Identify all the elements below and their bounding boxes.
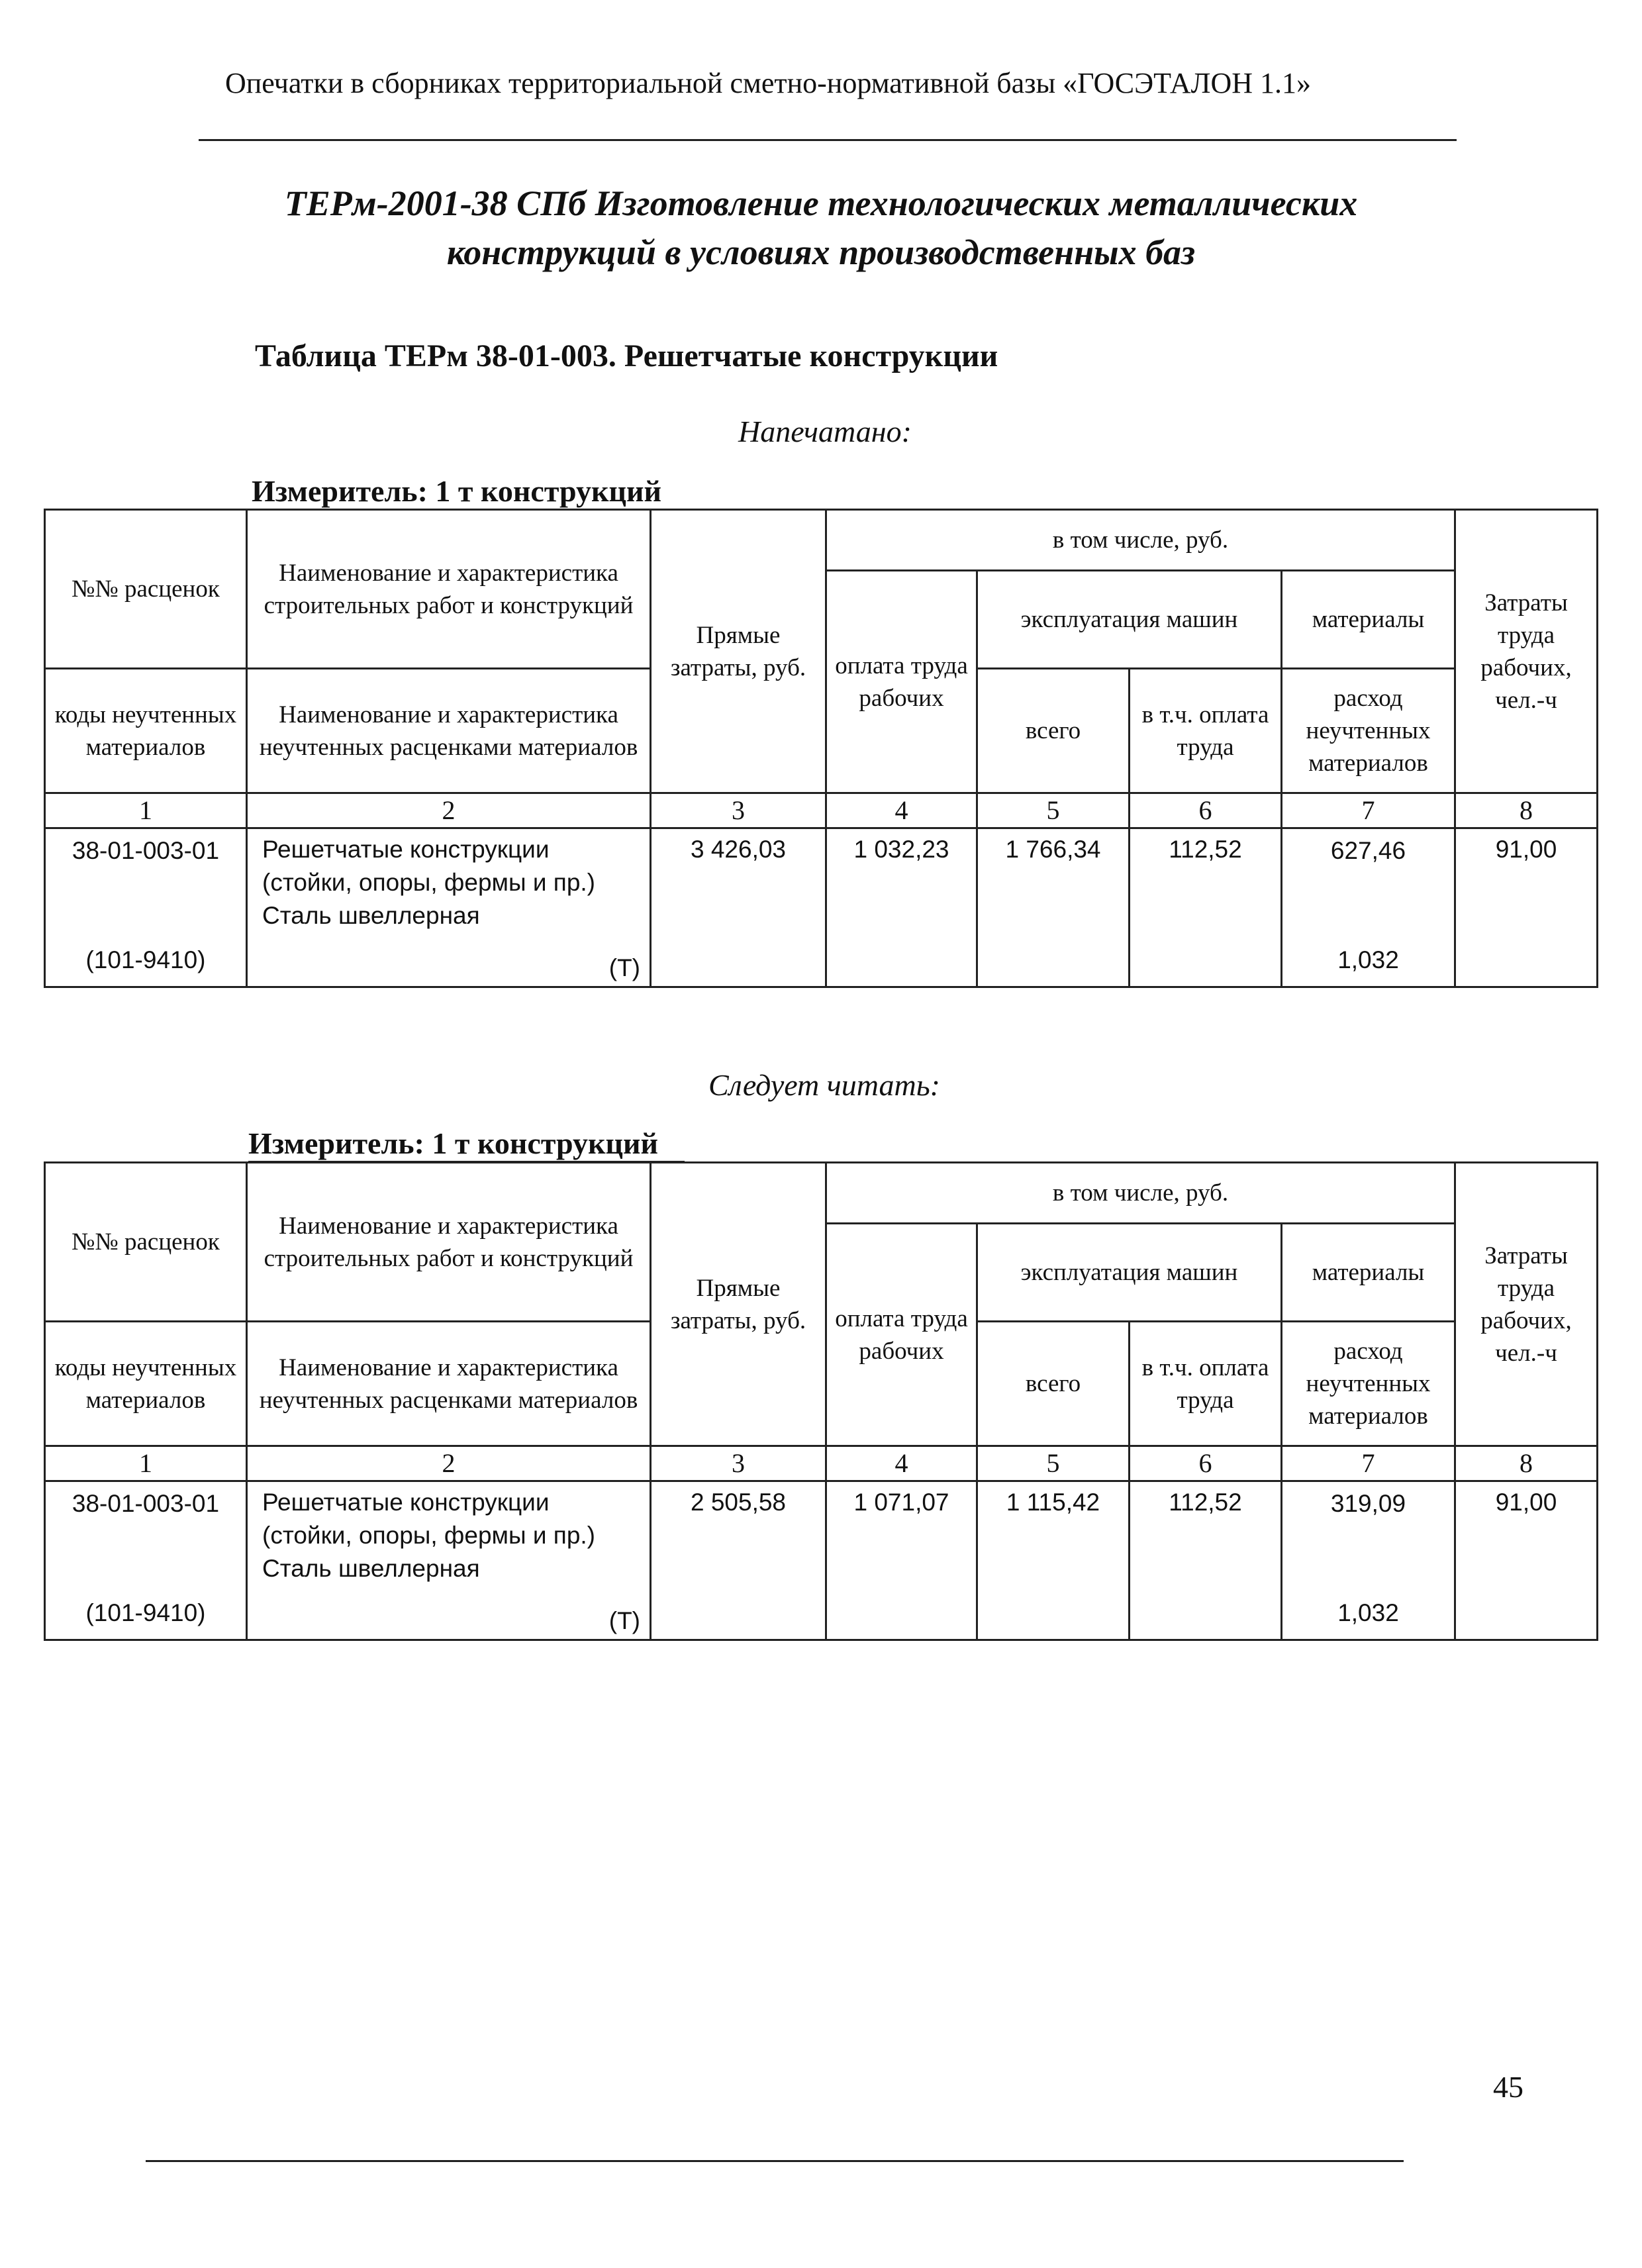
col-consumption: расход неучтенных материалов xyxy=(1282,1322,1455,1446)
rate-table-printed xyxy=(44,509,1598,988)
meter-label: Измеритель: 1 т конструкций xyxy=(252,473,688,511)
labor-pay-value: 1 071,07 xyxy=(826,1481,977,1640)
col-number: 4 xyxy=(826,1446,977,1481)
col-number: 2 xyxy=(247,793,651,828)
materials-cell xyxy=(1282,1481,1455,1640)
col-material-codes: коды неучтенных материалов xyxy=(45,1322,247,1446)
rate-name-cell xyxy=(247,828,651,987)
machines-labor-value: 112,52 xyxy=(1130,828,1282,987)
col-labor-pay: оплата труда рабочих xyxy=(826,1224,977,1446)
col-material-name: Наименование и характеристика неучтенных расценками материалов xyxy=(247,1322,651,1446)
rate-name: Решетчатые конструкции (стойки, опоры, фермы и пр.) xyxy=(262,836,596,896)
col-number: 6 xyxy=(1130,793,1282,828)
machines-labor-value: 112,52 xyxy=(1130,1481,1282,1640)
title-line-1: ТЕРм-2001-38 СПб Изготовление технологических металлических xyxy=(284,183,1358,223)
corrected-caption: Следует читать: xyxy=(708,1068,940,1102)
material-unit: (Т) xyxy=(608,1607,640,1634)
page-number: 45 xyxy=(1493,2070,1523,2104)
col-number: 7 xyxy=(1282,1446,1455,1481)
rate-name-cell xyxy=(247,1481,651,1640)
rate-table-corrected xyxy=(44,1161,1598,1641)
col-material-codes: коды неучтенных материалов xyxy=(45,669,247,793)
col-machines-labor: в т.ч. оплата труда xyxy=(1130,669,1282,793)
col-number: 8 xyxy=(1455,793,1598,828)
rate-code-cell xyxy=(45,1481,247,1640)
col-work-name: Наименование и характеристика строительных работ и конструкций xyxy=(247,1163,651,1322)
col-direct-costs: Прямые затраты, руб. xyxy=(651,1163,826,1446)
col-number: 8 xyxy=(1455,1446,1598,1481)
direct-costs-value: 2 505,58 xyxy=(651,1481,826,1640)
table-row xyxy=(45,828,1598,987)
labor-hours-value: 91,00 xyxy=(1455,828,1598,987)
col-machine-ops: эксплуатация машин xyxy=(977,571,1282,669)
labor-hours-value: 91,00 xyxy=(1455,1481,1598,1640)
col-number: 6 xyxy=(1130,1446,1282,1481)
col-materials: материалы xyxy=(1282,571,1455,669)
col-number: 2 xyxy=(247,1446,651,1481)
header-rule xyxy=(199,139,1457,141)
col-labor-costs: Затраты труда рабочих, чел.-ч xyxy=(1455,1163,1598,1446)
document-title xyxy=(79,179,1563,277)
material-unit: (Т) xyxy=(608,954,640,981)
col-machines-total: всего xyxy=(977,669,1130,793)
rate-name: Решетчатые конструкции (стойки, опоры, фермы и пр.) xyxy=(262,1489,596,1549)
rate-code-cell xyxy=(45,828,247,987)
title-line-2: конструкций в условиях производственных баз xyxy=(446,232,1196,272)
material-consumption: 1,032 xyxy=(1337,946,1399,973)
material-consumption: 1,032 xyxy=(1337,1599,1399,1626)
material-code: (101-9410) xyxy=(85,1599,206,1626)
material-code: (101-9410) xyxy=(85,946,206,973)
materials-cell xyxy=(1282,828,1455,987)
rate-code: 38-01-003-01 xyxy=(72,1490,220,1517)
table-title: Таблица ТЕРм 38-01-003. Решетчатые конструкции xyxy=(255,338,998,373)
col-number: 3 xyxy=(651,793,826,828)
col-materials: материалы xyxy=(1282,1224,1455,1322)
machines-total-value: 1 766,34 xyxy=(977,828,1130,987)
machines-total-value: 1 115,42 xyxy=(977,1481,1130,1640)
printed-caption: Напечатано: xyxy=(738,415,912,448)
col-number: 5 xyxy=(977,1446,1130,1481)
rate-code: 38-01-003-01 xyxy=(72,837,220,864)
table-row xyxy=(45,1481,1598,1640)
materials-value: 627,46 xyxy=(1330,837,1406,864)
material-name: Сталь швеллерная xyxy=(262,902,480,929)
col-number: 3 xyxy=(651,1446,826,1481)
material-name: Сталь швеллерная xyxy=(262,1555,480,1582)
col-number: 5 xyxy=(977,793,1130,828)
col-number: 7 xyxy=(1282,793,1455,828)
col-number: 4 xyxy=(826,793,977,828)
col-material-name: Наименование и характеристика неучтенных расценками материалов xyxy=(247,669,651,793)
col-direct-costs: Прямые затраты, руб. xyxy=(651,510,826,793)
col-number: 1 xyxy=(45,793,247,828)
labor-pay-value: 1 032,23 xyxy=(826,828,977,987)
meter-label: Измеритель: 1 т конструкций xyxy=(248,1126,685,1163)
running-header: Опечатки в сборниках территориальной сметно-нормативной базы «ГОСЭТАЛОН 1.1» xyxy=(224,67,1312,99)
col-rate-no: №№ расценок xyxy=(45,1163,247,1322)
col-including: в том числе, руб. xyxy=(826,1163,1455,1224)
col-machine-ops: эксплуатация машин xyxy=(977,1224,1282,1322)
col-machines-total: всего xyxy=(977,1322,1130,1446)
col-machines-labor: в т.ч. оплата труда xyxy=(1130,1322,1282,1446)
col-including: в том числе, руб. xyxy=(826,510,1455,571)
materials-value: 319,09 xyxy=(1330,1490,1406,1517)
direct-costs-value: 3 426,03 xyxy=(651,828,826,987)
col-work-name: Наименование и характеристика строительных работ и конструкций xyxy=(247,510,651,669)
col-number: 1 xyxy=(45,1446,247,1481)
col-labor-costs: Затраты труда рабочих, чел.-ч xyxy=(1455,510,1598,793)
col-labor-pay: оплата труда рабочих xyxy=(826,571,977,793)
col-rate-no: №№ расценок xyxy=(45,510,247,669)
footer-rule xyxy=(146,2160,1404,2162)
col-consumption: расход неучтенных материалов xyxy=(1282,669,1455,793)
